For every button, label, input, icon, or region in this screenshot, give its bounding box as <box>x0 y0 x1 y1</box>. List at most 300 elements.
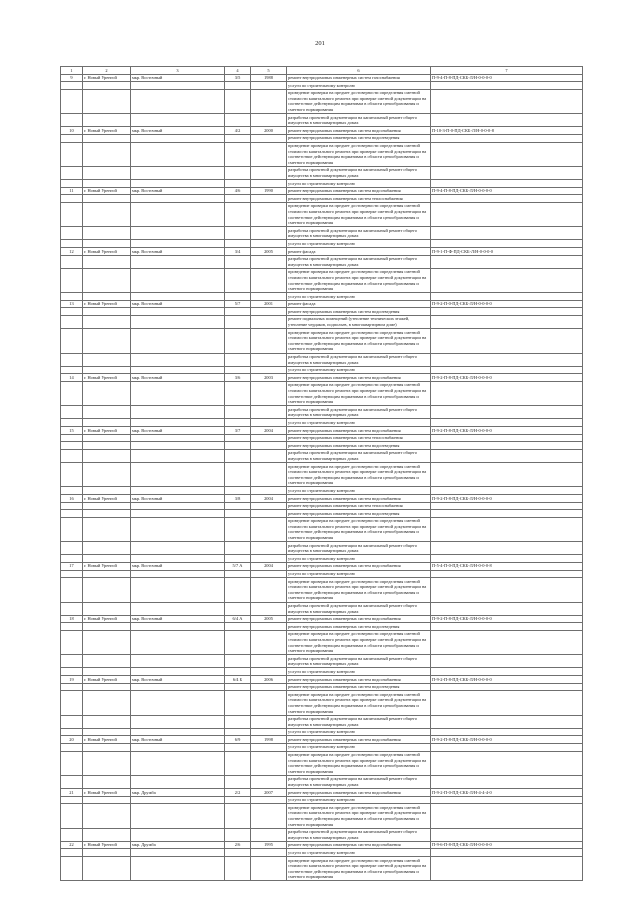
cell-city <box>83 381 131 405</box>
cell-street <box>131 602 225 615</box>
table-subrow <box>61 623 583 631</box>
cell-number <box>61 728 83 736</box>
cell-house <box>225 366 251 374</box>
cell-city <box>83 329 131 353</box>
cell-year <box>251 517 287 541</box>
cell-house <box>225 715 251 728</box>
table-subrow <box>61 715 583 728</box>
cell-year <box>251 268 287 292</box>
cell-house <box>225 570 251 578</box>
cell-city <box>83 353 131 366</box>
cell-code <box>431 502 583 510</box>
cell-number <box>61 857 83 881</box>
cell-street <box>131 668 225 676</box>
cell-house <box>225 775 251 788</box>
cell-code <box>431 655 583 668</box>
cell-house <box>225 142 251 166</box>
cell-house <box>225 293 251 301</box>
cell-number <box>61 308 83 316</box>
table-subrow <box>61 114 583 127</box>
cell-code <box>431 180 583 188</box>
cell-code <box>431 728 583 736</box>
cell-work-type: услуги по строительному контролю <box>287 570 431 578</box>
cell-street <box>131 728 225 736</box>
cell-street <box>131 89 225 113</box>
cell-street: мкр. Восточный <box>131 495 225 503</box>
cell-street <box>131 406 225 419</box>
cell-street: мкр. Восточный <box>131 248 225 256</box>
cell-street <box>131 449 225 462</box>
cell-code <box>431 542 583 555</box>
cell-city <box>83 82 131 90</box>
cell-house <box>225 849 251 857</box>
cell-house: 3/7 <box>225 427 251 435</box>
cell-code: П-9-4-П-8-ПД-СКБ-Л/Н-0-0-0-0 <box>431 74 583 82</box>
cell-street: мкр. Восточный <box>131 562 225 570</box>
cell-work-type: проведение проверки на предмет достоверности определения сметной стоимости капитального ремонта при проверке сметной документации на соответствие действующим нормативам в области ценообразования и сметного нормирования <box>287 630 431 654</box>
table-subrow <box>61 366 583 374</box>
cell-number: 15 <box>61 427 83 435</box>
cell-number <box>61 578 83 602</box>
cell-number <box>61 510 83 518</box>
cell-year <box>251 828 287 841</box>
cell-code <box>431 366 583 374</box>
cell-number <box>61 683 83 691</box>
table-subrow <box>61 308 583 316</box>
cell-work-type: проведение проверки на предмет достоверности определения сметной стоимости капитального ремонта при проверке сметной документации на соответствие действующим нормативам в области ценообразования и сметного нормирования <box>287 89 431 113</box>
cell-year <box>251 142 287 166</box>
cell-year <box>251 255 287 268</box>
cell-work-type: услуги по строительному контролю <box>287 743 431 751</box>
cell-year <box>251 89 287 113</box>
cell-city <box>83 134 131 142</box>
cell-street <box>131 796 225 804</box>
cell-year <box>251 857 287 881</box>
cell-year <box>251 775 287 788</box>
cell-work-type: услуги по строительному контролю <box>287 366 431 374</box>
table-subrow <box>61 227 583 240</box>
cell-work-type: ремонт внутридомовых инженерных систем водоснабжения <box>287 427 431 435</box>
cell-number <box>61 487 83 495</box>
cell-street <box>131 142 225 166</box>
cell-work-type: разработка проектной документации на капитальный ремонт общего имущества в многоквартирных домах <box>287 255 431 268</box>
header-col-6: 6 <box>287 67 431 75</box>
cell-city <box>83 578 131 602</box>
cell-house <box>225 728 251 736</box>
cell-year <box>251 308 287 316</box>
header-col-4: 4 <box>225 67 251 75</box>
cell-work-type: проведение проверки на предмет достоверности определения сметной стоимости капитального ремонта при проверке сметной документации на соответствие действующим нормативам в области ценообразования и сметного нормирования <box>287 268 431 292</box>
cell-year <box>251 195 287 203</box>
table-subrow <box>61 691 583 715</box>
cell-house <box>225 623 251 631</box>
cell-code <box>431 463 583 487</box>
cell-year <box>251 227 287 240</box>
cell-year <box>251 166 287 179</box>
table-row <box>61 187 583 195</box>
repair-program-table <box>60 66 583 881</box>
cell-code <box>431 555 583 563</box>
cell-city <box>83 668 131 676</box>
cell-code <box>431 114 583 127</box>
cell-code <box>431 517 583 541</box>
cell-house <box>225 315 251 328</box>
cell-city: г. Новый Уренгой <box>83 562 131 570</box>
cell-street: мкр. Восточный <box>131 736 225 744</box>
cell-work-type: ремонт внутридомовых инженерных систем водоснабжения <box>287 615 431 623</box>
table-row <box>61 495 583 503</box>
cell-code <box>431 381 583 405</box>
cell-work-type: разработка проектной документации на капитальный ремонт общего имущества в многоквартирных домах <box>287 542 431 555</box>
cell-year <box>251 202 287 226</box>
cell-house: 5/7 <box>225 300 251 308</box>
cell-number <box>61 240 83 248</box>
cell-number <box>61 517 83 541</box>
cell-work-type: услуги по строительному контролю <box>287 728 431 736</box>
cell-number <box>61 623 83 631</box>
cell-year <box>251 293 287 301</box>
cell-city: г. Новый Уренгой <box>83 127 131 135</box>
cell-work-type: проведение проверки на предмет достоверности определения сметной стоимости капитального ремонта при проверке сметной документации на соответствие действующим нормативам в области ценообразования и сметного нормирования <box>287 804 431 828</box>
cell-year: 2005 <box>251 248 287 256</box>
cell-number: 16 <box>61 495 83 503</box>
cell-work-type: услуги по строительному контролю <box>287 849 431 857</box>
cell-year <box>251 502 287 510</box>
cell-house <box>225 134 251 142</box>
table-row <box>61 841 583 849</box>
cell-house <box>225 691 251 715</box>
cell-street <box>131 623 225 631</box>
cell-year <box>251 406 287 419</box>
cell-city <box>83 796 131 804</box>
cell-number <box>61 630 83 654</box>
table-subrow <box>61 240 583 248</box>
cell-house <box>225 89 251 113</box>
cell-number <box>61 255 83 268</box>
table-subrow <box>61 502 583 510</box>
table-row <box>61 615 583 623</box>
cell-year <box>251 555 287 563</box>
cell-city: г. Новый Уренгой <box>83 300 131 308</box>
cell-code <box>431 166 583 179</box>
cell-street: мкр. Восточный <box>131 74 225 82</box>
cell-street <box>131 442 225 450</box>
cell-street <box>131 82 225 90</box>
cell-work-type: услуги по строительному контролю <box>287 240 431 248</box>
cell-work-type: разработка проектной документации на капитальный ремонт общего имущества в многоквартирных домах <box>287 227 431 240</box>
table-subrow <box>61 578 583 602</box>
cell-year <box>251 134 287 142</box>
cell-number <box>61 849 83 857</box>
cell-work-type: ремонт внутридомовых инженерных систем водоснабжения <box>287 187 431 195</box>
table-subrow <box>61 630 583 654</box>
cell-code <box>431 775 583 788</box>
cell-year <box>251 180 287 188</box>
table-subrow <box>61 683 583 691</box>
cell-house <box>225 630 251 654</box>
table-subrow <box>61 463 583 487</box>
cell-work-type: разработка проектной документации на капитальный ремонт общего имущества в многоквартирных домах <box>287 775 431 788</box>
cell-city <box>83 142 131 166</box>
cell-code <box>431 828 583 841</box>
cell-code: П-9-6-П-8-ПД-СКБ-Л/Н-0-0-0-0 <box>431 841 583 849</box>
cell-code <box>431 442 583 450</box>
cell-code <box>431 134 583 142</box>
cell-year <box>251 796 287 804</box>
cell-street: мкр. Дружба <box>131 841 225 849</box>
cell-house <box>225 227 251 240</box>
cell-number <box>61 602 83 615</box>
cell-work-type: ремонт внутридомовых инженерных систем водоснабжения <box>287 495 431 503</box>
cell-city <box>83 366 131 374</box>
cell-street <box>131 857 225 881</box>
cell-house <box>225 683 251 691</box>
cell-street <box>131 630 225 654</box>
cell-year: 1998 <box>251 736 287 744</box>
cell-house <box>225 751 251 775</box>
cell-city: г. Новый Уренгой <box>83 736 131 744</box>
cell-work-type: услуги по строительному контролю <box>287 293 431 301</box>
table-subrow <box>61 381 583 405</box>
cell-street <box>131 517 225 541</box>
cell-city <box>83 555 131 563</box>
table-subrow <box>61 166 583 179</box>
cell-street: мкр. Восточный <box>131 127 225 135</box>
cell-house <box>225 502 251 510</box>
cell-city <box>83 630 131 654</box>
cell-city <box>83 180 131 188</box>
cell-house <box>225 166 251 179</box>
table-subrow <box>61 828 583 841</box>
table-subrow <box>61 517 583 541</box>
cell-house <box>225 463 251 487</box>
cell-street <box>131 655 225 668</box>
cell-street: мкр. Восточный <box>131 427 225 435</box>
table-row <box>61 562 583 570</box>
cell-city <box>83 227 131 240</box>
cell-number <box>61 227 83 240</box>
cell-code <box>431 227 583 240</box>
table-subrow <box>61 655 583 668</box>
cell-code <box>431 715 583 728</box>
cell-code: П-9-1-П-Ф-ПД-СКБ-Л/Н-0-0-0-0 <box>431 248 583 256</box>
cell-city: г. Новый Уренгой <box>83 74 131 82</box>
table-subrow <box>61 728 583 736</box>
cell-house <box>225 329 251 353</box>
cell-work-type: ремонт внутридомовых инженерных систем водоснабжения <box>287 562 431 570</box>
table-subrow <box>61 419 583 427</box>
cell-code <box>431 751 583 775</box>
cell-street <box>131 775 225 788</box>
cell-city <box>83 449 131 462</box>
cell-city <box>83 510 131 518</box>
cell-code <box>431 668 583 676</box>
table-subrow <box>61 751 583 775</box>
cell-city <box>83 857 131 881</box>
table-subrow <box>61 134 583 142</box>
table-subrow <box>61 804 583 828</box>
cell-work-type: ремонт внутридомовых инженерных систем теплоснабжения <box>287 502 431 510</box>
cell-year: 2006 <box>251 676 287 684</box>
cell-year <box>251 353 287 366</box>
cell-number: 12 <box>61 248 83 256</box>
cell-number <box>61 142 83 166</box>
cell-house <box>225 114 251 127</box>
cell-work-type: проведение проверки на предмет достоверности определения сметной стоимости капитального ремонта при проверке сметной документации на соответствие действующим нормативам в области ценообразования и сметного нормирования <box>287 857 431 881</box>
cell-house: 3/5 <box>225 74 251 82</box>
cell-house: 6/4 Б <box>225 676 251 684</box>
cell-work-type: услуги по строительному контролю <box>287 555 431 563</box>
cell-code <box>431 743 583 751</box>
cell-number <box>61 691 83 715</box>
cell-code <box>431 89 583 113</box>
cell-code <box>431 406 583 419</box>
cell-work-type: ремонт внутридомовых инженерных систем теплоснабжения <box>287 195 431 203</box>
cell-number: 9 <box>61 74 83 82</box>
cell-street <box>131 315 225 328</box>
table-body <box>61 74 583 881</box>
cell-year: 2004 <box>251 427 287 435</box>
cell-year <box>251 751 287 775</box>
cell-number <box>61 449 83 462</box>
cell-work-type: ремонт внутридомовых инженерных систем водоснабжения <box>287 127 431 135</box>
cell-street <box>131 691 225 715</box>
cell-city <box>83 542 131 555</box>
cell-house: 5/7 А <box>225 562 251 570</box>
cell-year <box>251 570 287 578</box>
table-row <box>61 74 583 82</box>
cell-number: 20 <box>61 736 83 744</box>
cell-code <box>431 849 583 857</box>
cell-number: 22 <box>61 841 83 849</box>
cell-year <box>251 623 287 631</box>
cell-city <box>83 502 131 510</box>
cell-number <box>61 796 83 804</box>
cell-work-type: разработка проектной документации на капитальный ремонт общего имущества в многоквартирных домах <box>287 655 431 668</box>
cell-house <box>225 796 251 804</box>
cell-code <box>431 142 583 166</box>
cell-street <box>131 366 225 374</box>
cell-code: П-9-2-П-8-ПД-СКБ-Л/Н-0-0-0-0 <box>431 615 583 623</box>
cell-number <box>61 134 83 142</box>
header-col-2: 2 <box>83 67 131 75</box>
cell-work-type: услуги по строительному контролю <box>287 180 431 188</box>
cell-street <box>131 268 225 292</box>
cell-house: 3/8 <box>225 495 251 503</box>
cell-work-type: проведение проверки на предмет достоверности определения сметной стоимости капитального ремонта при проверке сметной документации на соответствие действующим нормативам в области ценообразования и сметного нормирования <box>287 202 431 226</box>
cell-house <box>225 510 251 518</box>
cell-number <box>61 542 83 555</box>
cell-work-type: проведение проверки на предмет достоверности определения сметной стоимости капитального ремонта при проверке сметной документации на соответствие действующим нормативам в области ценообразования и сметного нормирования <box>287 691 431 715</box>
cell-street <box>131 166 225 179</box>
cell-street <box>131 114 225 127</box>
cell-house: 2/2 <box>225 789 251 797</box>
cell-street <box>131 134 225 142</box>
cell-code <box>431 202 583 226</box>
cell-year <box>251 849 287 857</box>
cell-house <box>225 419 251 427</box>
cell-number <box>61 166 83 179</box>
cell-house <box>225 555 251 563</box>
cell-work-type: услуги по строительному контролю <box>287 668 431 676</box>
cell-year <box>251 691 287 715</box>
cell-number <box>61 655 83 668</box>
cell-code: П-9-2-П-0-ПД-СКБ-Л/Н-0-0-0-0 <box>431 300 583 308</box>
table-subrow <box>61 668 583 676</box>
cell-street <box>131 329 225 353</box>
table-subrow <box>61 857 583 881</box>
cell-number <box>61 268 83 292</box>
cell-code <box>431 315 583 328</box>
cell-house <box>225 255 251 268</box>
cell-year <box>251 804 287 828</box>
cell-work-type: ремонт внутридомовых инженерных систем водоснабжения <box>287 374 431 382</box>
cell-house <box>225 602 251 615</box>
table-subrow <box>61 353 583 366</box>
cell-house: 3/4 <box>225 248 251 256</box>
cell-code: П-9-2-П-8-ПД-СКБ-Л/Н-0-0-0-0 <box>431 736 583 744</box>
cell-year <box>251 434 287 442</box>
cell-code <box>431 804 583 828</box>
table-row <box>61 789 583 797</box>
table-row <box>61 427 583 435</box>
cell-number: 13 <box>61 300 83 308</box>
cell-number <box>61 329 83 353</box>
cell-street: мкр. Восточный <box>131 300 225 308</box>
cell-work-type: проведение проверки на предмет достоверности определения сметной стоимости капитального ремонта при проверке сметной документации на соответствие действующим нормативам в области ценообразования и сметного нормирования <box>287 381 431 405</box>
cell-house <box>225 668 251 676</box>
cell-number <box>61 804 83 828</box>
cell-city <box>83 89 131 113</box>
table-subrow <box>61 743 583 751</box>
table-row <box>61 676 583 684</box>
table-subrow <box>61 434 583 442</box>
cell-city <box>83 406 131 419</box>
cell-house <box>225 804 251 828</box>
cell-street <box>131 308 225 316</box>
cell-work-type: ремонт внутридомовых инженерных систем водоотведения <box>287 623 431 631</box>
cell-city <box>83 602 131 615</box>
cell-year <box>251 578 287 602</box>
table-subrow <box>61 449 583 462</box>
cell-city: г. Новый Уренгой <box>83 427 131 435</box>
cell-work-type: ремонт фасада <box>287 300 431 308</box>
table-row <box>61 127 583 135</box>
cell-number: 10 <box>61 127 83 135</box>
table-header <box>61 67 583 75</box>
cell-street <box>131 240 225 248</box>
header-col-5: 5 <box>251 67 287 75</box>
cell-year <box>251 630 287 654</box>
cell-street <box>131 683 225 691</box>
cell-code <box>431 623 583 631</box>
table-subrow <box>61 195 583 203</box>
cell-number <box>61 366 83 374</box>
cell-city <box>83 655 131 668</box>
cell-street <box>131 578 225 602</box>
table-subrow <box>61 570 583 578</box>
cell-city <box>83 804 131 828</box>
cell-street <box>131 463 225 487</box>
cell-house <box>225 434 251 442</box>
cell-street <box>131 353 225 366</box>
cell-code <box>431 857 583 881</box>
cell-city: г. Новый Уренгой <box>83 248 131 256</box>
cell-city: г. Новый Уренгой <box>83 789 131 797</box>
cell-city <box>83 715 131 728</box>
cell-city <box>83 743 131 751</box>
cell-house: 6/9 <box>225 736 251 744</box>
